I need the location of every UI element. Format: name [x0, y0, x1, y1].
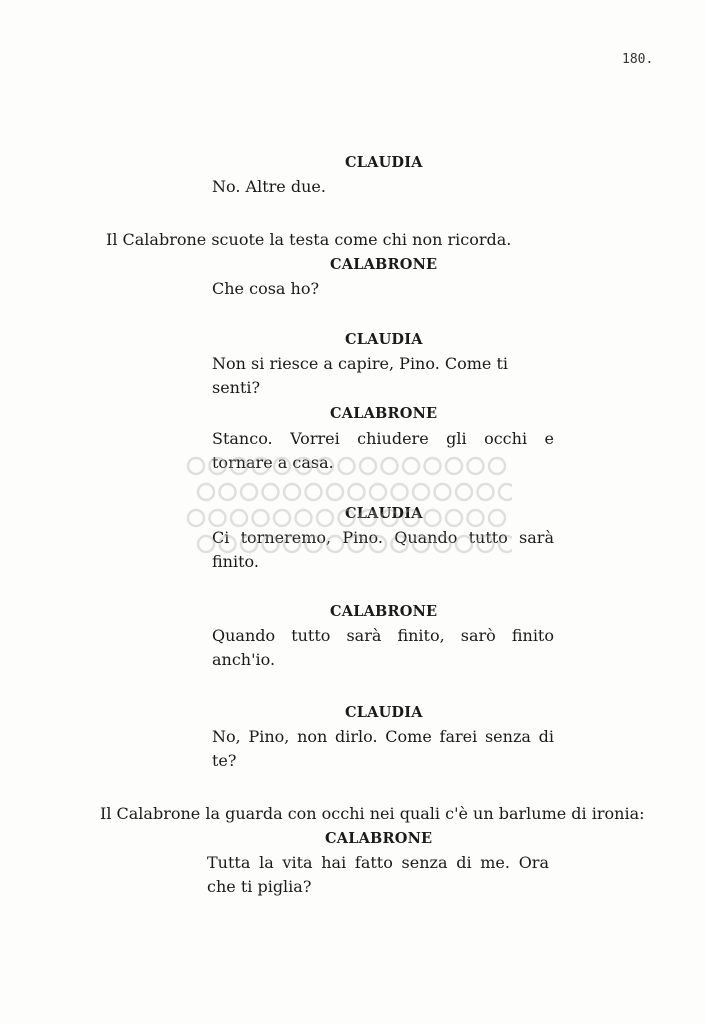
speaker-calabrone: CALABRONE: [330, 405, 438, 422]
speaker-calabrone: CALABRONE: [330, 256, 438, 273]
dialogue-line: No. Altre due.: [212, 177, 326, 196]
dialogue-line: No, Pino, non dirlo. Come farei senza di te?: [212, 727, 554, 770]
speaker-calabrone: CALABRONE: [325, 830, 433, 847]
speaker-claudia: CLAUDIA: [345, 505, 423, 522]
dialogue-line: Che cosa ho?: [212, 279, 320, 298]
dialogue-line: Stanco. Vorrei chiudere gli occhi e tornare a casa.: [212, 429, 554, 472]
speaker-claudia: CLAUDIA: [345, 704, 423, 721]
dialogue-line: Non si riesce a capire, Pino. Come ti senti?: [212, 354, 509, 397]
speaker-claudia: CLAUDIA: [345, 331, 423, 348]
stage-direction: Il Calabrone la guarda con occhi nei quali c'è un barlume di ironia:: [100, 804, 645, 823]
speaker-calabrone: CALABRONE: [330, 603, 438, 620]
stage-direction: Il Calabrone scuote la testa come chi non ricorda.: [106, 230, 512, 249]
page-number: 180.: [622, 52, 654, 67]
dialogue-line: Ci torneremo, Pino. Quando tutto sarà finito.: [212, 528, 554, 571]
speaker-claudia: CLAUDIA: [345, 154, 423, 171]
dialogue-line: Tutta la vita hai fatto senza di me. Ora che ti piglia?: [207, 853, 549, 896]
dialogue-line: Quando tutto sarà finito, sarò finito anch'io.: [212, 626, 554, 669]
